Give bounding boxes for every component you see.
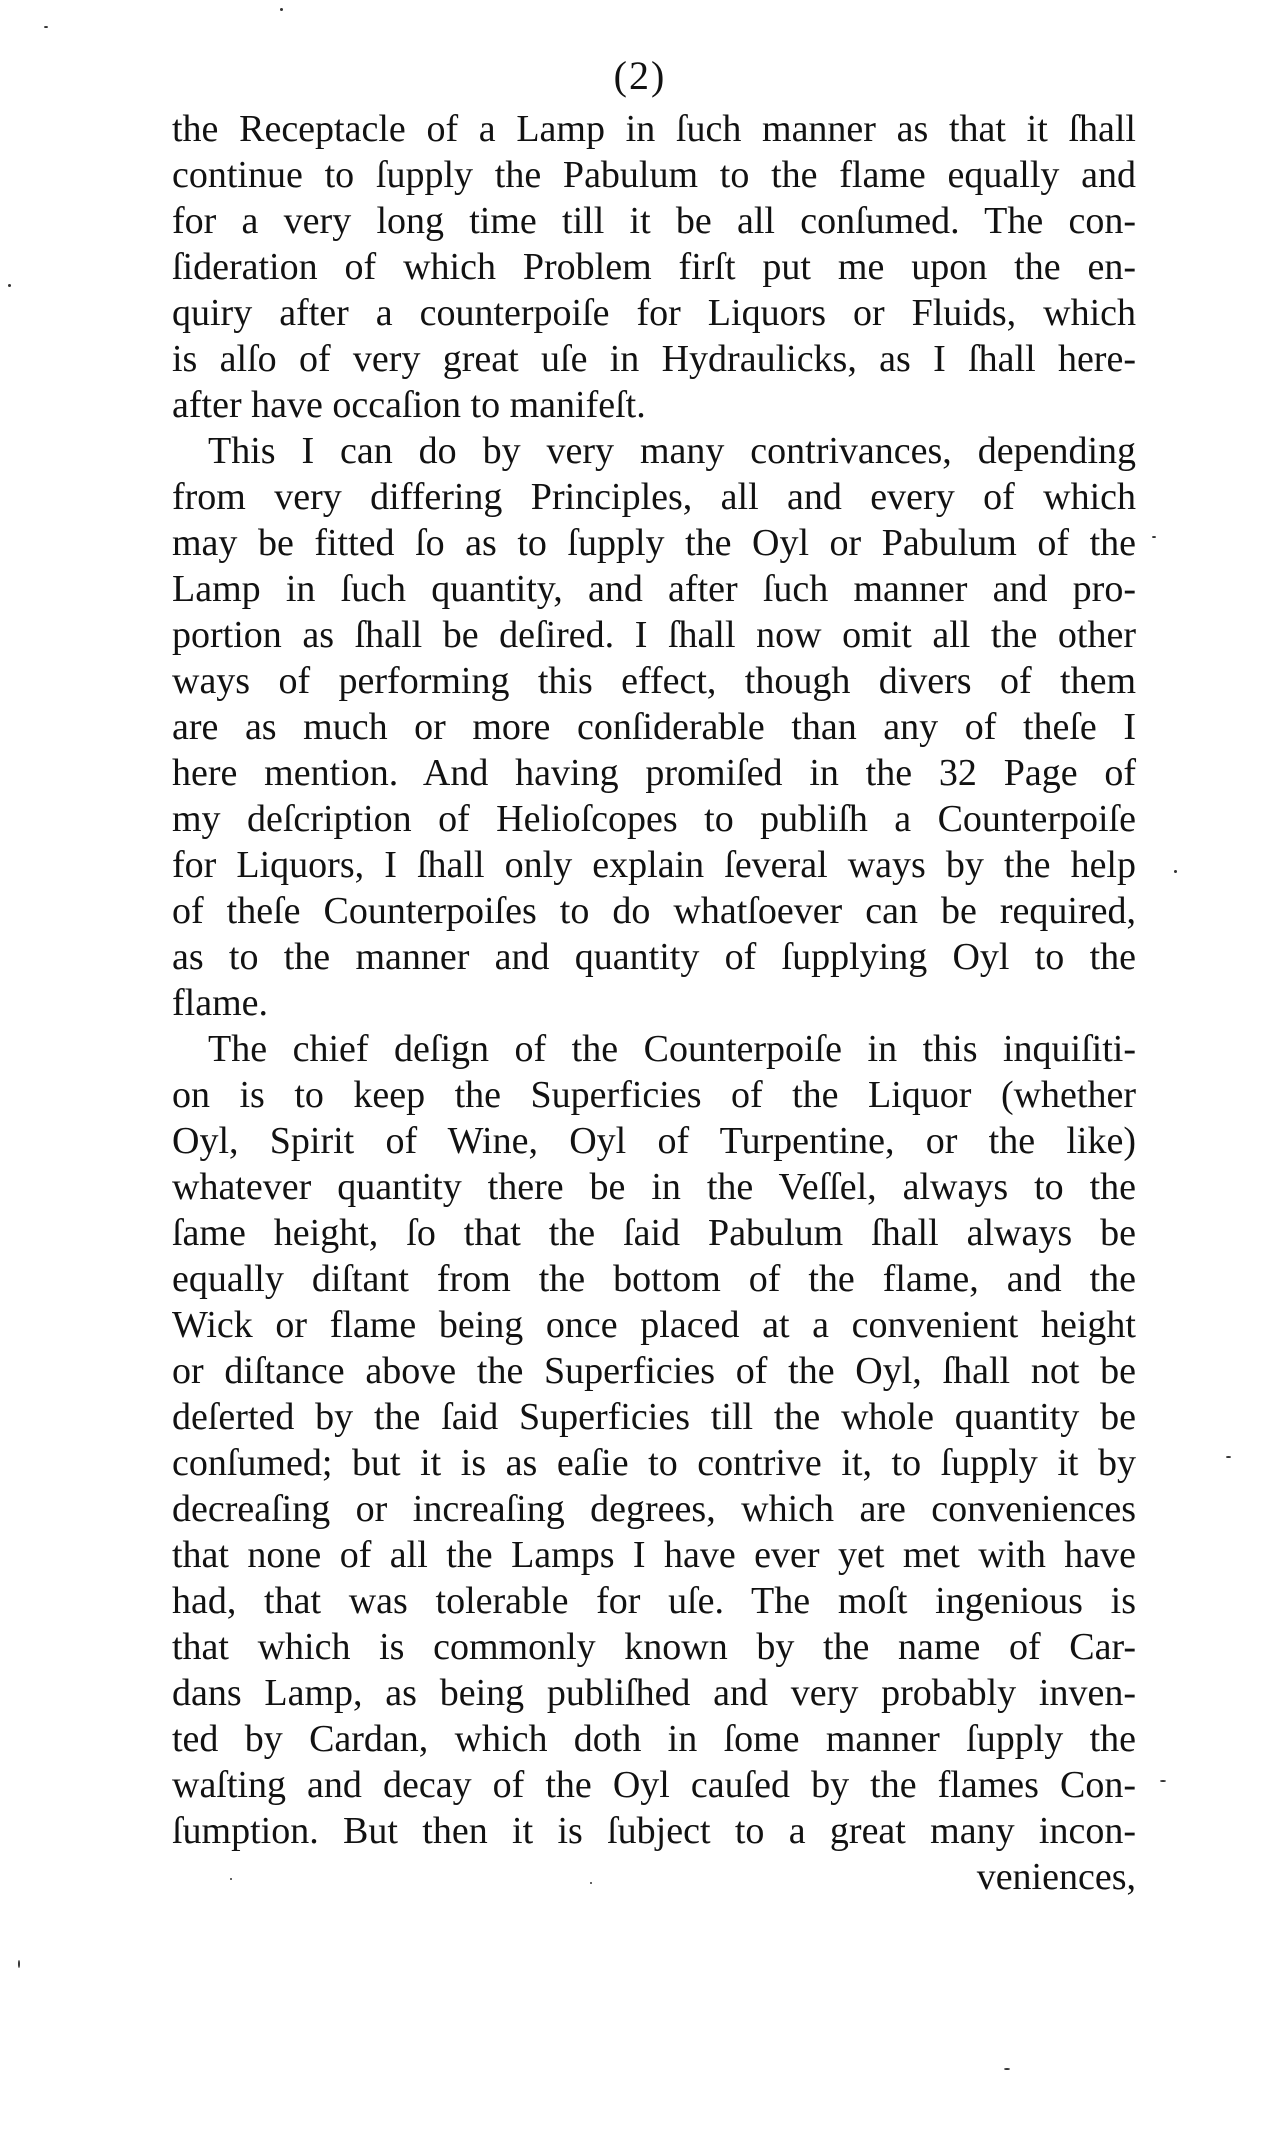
text-line: for Liquors, I ſhall only explain ſeveral ways by the help (172, 844, 1136, 886)
scan-speck (44, 26, 48, 28)
scan-speck (1160, 1780, 1166, 1782)
text-line: ſame height, ſo that the ſaid Pabulum ſhall always be (172, 1212, 1136, 1254)
scan-speck (230, 1878, 232, 1880)
text-line: flame. (172, 982, 269, 1024)
text-line: waſting and decay of the Oyl cauſed by the flames Con- (172, 1764, 1136, 1806)
text-line: equally diſtant from the bottom of the flame, and the (172, 1258, 1136, 1300)
text-line: as to the manner and quantity of ſupplying Oyl to the (172, 936, 1136, 978)
text-line: ſumption. But then it is ſubject to a great many incon- (172, 1810, 1136, 1852)
catchword: veniences, (976, 1856, 1136, 1898)
scan-speck (1004, 2068, 1010, 2070)
text-line: whatever quantity there be in the Veſſel, always to the (172, 1166, 1136, 1208)
page-number: (2) (613, 53, 667, 98)
text-line: from very differing Principles, all and every of which (172, 476, 1136, 518)
text-line: dans Lamp, as being publiſhed and very probably inven- (172, 1672, 1136, 1714)
text-line: on is to keep the Superficies of the Liquor (whether (172, 1074, 1136, 1116)
text-line: decreaſing or increaſing degrees, which are conveniences (172, 1488, 1136, 1530)
body-text (172, 106, 1136, 1900)
text-line: continue to ſupply the Pabulum to the flame equally and (172, 154, 1136, 196)
text-line: of theſe Counterpoiſes to do whatſoever can be required, (172, 890, 1136, 932)
text-line: deſerted by the ſaid Superficies till the whole quantity be (172, 1396, 1136, 1438)
text-line: The chief deſign of the Counterpoiſe in this inquiſiti- (208, 1028, 1136, 1070)
text-line: ſideration of which Problem firſt put me upon the en- (172, 246, 1136, 288)
text-line: is alſo of very great uſe in Hydraulicks, as I ſhall here- (172, 338, 1136, 380)
text-line: Oyl, Spirit of Wine, Oyl of Turpentine, or the like) (172, 1120, 1136, 1162)
text-line: conſumed; but it is as eaſie to contrive it, to ſupply it by (172, 1442, 1136, 1484)
text-line: are as much or more conſiderable than any of theſe I (172, 706, 1136, 748)
scan-speck (1152, 536, 1156, 538)
text-line: portion as ſhall be deſired. I ſhall now omit all the other (172, 614, 1136, 656)
text-line: that which is commonly known by the name of Car- (172, 1626, 1136, 1668)
text-line: here mention. And having promiſed in the 32 Page of (172, 752, 1136, 794)
text-line: Lamp in ſuch quantity, and after ſuch manner and pro- (172, 568, 1136, 610)
text-line: ways of performing this effect, though divers of them (172, 660, 1136, 702)
text-line: after have occaſion to manifeſt. (172, 384, 646, 426)
text-line: my deſcription of Helioſcopes to publiſh a Counterpoiſe (172, 798, 1136, 840)
text-line: had, that was tolerable for uſe. The moſt ingenious is (172, 1580, 1136, 1622)
scan-speck (590, 1882, 592, 1884)
text-line: Wick or flame being once placed at a convenient height (172, 1304, 1136, 1346)
text-line: may be fitted ſo as to ſupply the Oyl or Pabulum of the (172, 522, 1136, 564)
text-line: ted by Cardan, which doth in ſome manner ſupply the (172, 1718, 1136, 1760)
scan-speck (280, 8, 283, 11)
text-line: or diſtance above the Superficies of the Oyl, ſhall not be (172, 1350, 1136, 1392)
text-line: This I can do by very many contrivances, depending (208, 430, 1136, 472)
scan-speck (18, 1960, 20, 1968)
scan-speck (8, 284, 11, 287)
text-line: the Receptacle of a Lamp in ſuch manner as that it ſhall (172, 108, 1136, 150)
scan-speck (1226, 1456, 1231, 1458)
text-line: for a very long time till it be all conſumed. The con- (172, 200, 1136, 242)
text-line: that none of all the Lamps I have ever yet met with have (172, 1534, 1136, 1576)
scan-speck (1174, 870, 1177, 873)
text-line: quiry after a counterpoiſe for Liquors or Fluids, which (172, 292, 1136, 334)
